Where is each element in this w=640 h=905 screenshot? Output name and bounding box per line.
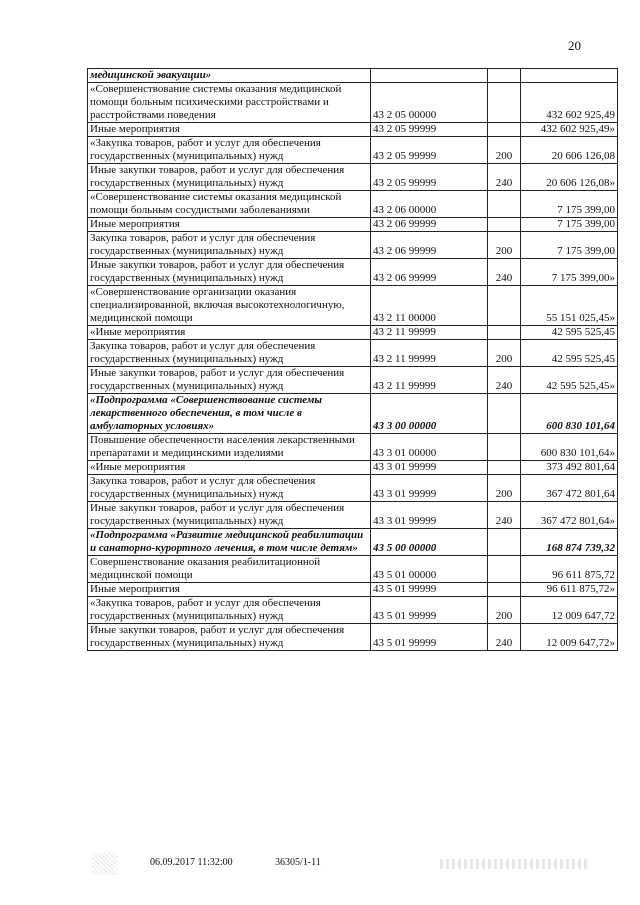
row-code-cell: 43 5 01 00000	[371, 556, 488, 583]
row-code-cell: 43 2 05 00000	[371, 83, 488, 123]
row-sum-cell: 432 602 925,49	[521, 83, 618, 123]
faded-stamp	[440, 859, 590, 869]
row-sum-cell: 96 611 875,72»	[521, 583, 618, 597]
row-code-cell: 43 2 11 00000	[371, 286, 488, 326]
row-vr-cell: 240	[488, 164, 521, 191]
table-row	[88, 624, 618, 651]
row-name-cell: Закупка товаров, работ и услуг для обеспечения государственных (муниципальных) нужд	[88, 340, 371, 367]
table-row	[88, 502, 618, 529]
row-vr-cell: 240	[488, 259, 521, 286]
footer-doc-number: 36305/1-11	[275, 857, 321, 868]
row-vr-cell	[488, 556, 521, 583]
row-sum-cell: 12 009 647,72»	[521, 624, 618, 651]
row-name-cell: «Закупка товаров, работ и услуг для обеспечения государственных (муниципальных) нужд	[88, 137, 371, 164]
row-name-cell: Закупка товаров, работ и услуг для обеспечения государственных (муниципальных) нужд	[88, 232, 371, 259]
table-row	[88, 259, 618, 286]
table-row	[88, 461, 618, 475]
row-name-cell: Иные закупки товаров, работ и услуг для обеспечения государственных (муниципальных) нужд	[88, 502, 371, 529]
row-name-cell: Иные закупки товаров, работ и услуг для обеспечения государственных (муниципальных) нужд	[88, 367, 371, 394]
row-vr-cell	[488, 123, 521, 137]
row-sum-cell: 12 009 647,72	[521, 597, 618, 624]
row-name-cell: «Иные мероприятия	[88, 326, 371, 340]
row-sum-cell	[521, 69, 618, 83]
row-code-cell: 43 2 05 99999	[371, 137, 488, 164]
table-row	[88, 583, 618, 597]
row-name-cell: Иные мероприятия	[88, 583, 371, 597]
row-name-cell: Иные закупки товаров, работ и услуг для обеспечения государственных (муниципальных) нужд	[88, 259, 371, 286]
row-name-cell: медицинской эвакуации»	[88, 69, 371, 83]
stamp-mark	[92, 853, 118, 875]
row-name-cell: Иные мероприятия	[88, 123, 371, 137]
row-vr-cell	[488, 434, 521, 461]
row-code-cell: 43 2 11 99999	[371, 367, 488, 394]
table-row	[88, 137, 618, 164]
table-row	[88, 556, 618, 583]
row-code-cell: 43 2 11 99999	[371, 340, 488, 367]
row-vr-cell: 200	[488, 340, 521, 367]
footer	[0, 857, 640, 887]
row-code-cell: 43 5 00 00000	[371, 529, 488, 556]
row-name-cell: «Подпрограмма «Развитие медицинской реабилитации и санаторно-курортного лечения, в том числе детям»	[88, 529, 371, 556]
row-code-cell: 43 3 00 00000	[371, 394, 488, 434]
row-name-cell: Совершенствование оказания реабилитационной медицинской помощи	[88, 556, 371, 583]
table-row	[88, 529, 618, 556]
row-name-cell: «Совершенствование системы оказания медицинской помощи больным психическими расстройствами и расстройствами поведения	[88, 83, 371, 123]
table-row	[88, 191, 618, 218]
table-row	[88, 475, 618, 502]
row-code-cell: 43 5 01 99999	[371, 624, 488, 651]
row-code-cell: 43 5 01 99999	[371, 597, 488, 624]
row-vr-cell: 240	[488, 502, 521, 529]
row-name-cell: «Совершенствование организации оказания специализированной, включая высокотехнологичную, медицинской помощи	[88, 286, 371, 326]
row-name-cell: Иные закупки товаров, работ и услуг для обеспечения государственных (муниципальных) нужд	[88, 164, 371, 191]
row-vr-cell: 200	[488, 475, 521, 502]
table-row	[88, 164, 618, 191]
row-name-cell: «Совершенствование системы оказания медицинской помощи больным сосудистыми заболеваниями	[88, 191, 371, 218]
row-sum-cell: 55 151 025,45»	[521, 286, 618, 326]
row-vr-cell	[488, 286, 521, 326]
row-sum-cell: 367 472 801,64	[521, 475, 618, 502]
row-sum-cell: 600 830 101,64»	[521, 434, 618, 461]
row-code-cell: 43 2 11 99999	[371, 326, 488, 340]
row-code-cell: 43 3 01 99999	[371, 475, 488, 502]
row-vr-cell: 200	[488, 232, 521, 259]
row-name-cell: Иные мероприятия	[88, 218, 371, 232]
table-row	[88, 83, 618, 123]
table-row	[88, 232, 618, 259]
row-sum-cell: 42 595 525,45	[521, 340, 618, 367]
row-name-cell: Иные закупки товаров, работ и услуг для обеспечения государственных (муниципальных) нужд	[88, 624, 371, 651]
table-row	[88, 123, 618, 137]
table-row	[88, 597, 618, 624]
row-vr-cell: 240	[488, 624, 521, 651]
table-row	[88, 218, 618, 232]
row-code-cell: 43 2 06 99999	[371, 218, 488, 232]
row-vr-cell	[488, 461, 521, 475]
table-row	[88, 69, 618, 83]
row-sum-cell: 373 492 801,64	[521, 461, 618, 475]
footer-date: 06.09.2017 11:32:00	[150, 857, 233, 868]
row-vr-cell	[488, 529, 521, 556]
row-code-cell: 43 3 01 00000	[371, 434, 488, 461]
row-code-cell: 43 5 01 99999	[371, 583, 488, 597]
row-sum-cell: 367 472 801,64»	[521, 502, 618, 529]
row-vr-cell	[488, 191, 521, 218]
table-row	[88, 326, 618, 340]
row-vr-cell: 240	[488, 367, 521, 394]
row-sum-cell: 20 606 126,08»	[521, 164, 618, 191]
row-vr-cell: 200	[488, 137, 521, 164]
table-row	[88, 286, 618, 326]
row-vr-cell	[488, 326, 521, 340]
row-sum-cell: 96 611 875,72	[521, 556, 618, 583]
row-vr-cell	[488, 394, 521, 434]
table-row	[88, 434, 618, 461]
row-sum-cell: 168 874 739,32	[521, 529, 618, 556]
table-row	[88, 340, 618, 367]
row-name-cell: Закупка товаров, работ и услуг для обеспечения государственных (муниципальных) нужд	[88, 475, 371, 502]
row-name-cell: Повышение обеспеченности населения лекарственными препаратами и медицинскими изделиями	[88, 434, 371, 461]
row-code-cell: 43 2 05 99999	[371, 123, 488, 137]
row-sum-cell: 7 175 399,00»	[521, 259, 618, 286]
row-code-cell: 43 2 05 99999	[371, 164, 488, 191]
row-code-cell: 43 2 06 99999	[371, 232, 488, 259]
row-sum-cell: 432 602 925,49»	[521, 123, 618, 137]
row-vr-cell	[488, 83, 521, 123]
page-number: 20	[568, 38, 581, 53]
row-sum-cell: 600 830 101,64	[521, 394, 618, 434]
row-code-cell: 43 2 06 99999	[371, 259, 488, 286]
row-name-cell: «Подпрограмма «Совершенствование системы лекарственного обеспечения, в том числе в амбулаторных условиях»	[88, 394, 371, 434]
row-sum-cell: 7 175 399,00	[521, 191, 618, 218]
row-vr-cell: 200	[488, 597, 521, 624]
row-name-cell: «Иные мероприятия	[88, 461, 371, 475]
row-sum-cell: 7 175 399,00	[521, 232, 618, 259]
table-row	[88, 367, 618, 394]
table-row	[88, 394, 618, 434]
row-sum-cell: 42 595 525,45»	[521, 367, 618, 394]
row-code-cell	[371, 69, 488, 83]
row-vr-cell	[488, 218, 521, 232]
row-sum-cell: 42 595 525,45	[521, 326, 618, 340]
budget-table	[87, 68, 618, 651]
row-sum-cell: 7 175 399,00	[521, 218, 618, 232]
row-sum-cell: 20 606 126,08	[521, 137, 618, 164]
row-name-cell: «Закупка товаров, работ и услуг для обеспечения государственных (муниципальных) нужд	[88, 597, 371, 624]
row-vr-cell	[488, 69, 521, 83]
row-vr-cell	[488, 583, 521, 597]
row-code-cell: 43 2 06 00000	[371, 191, 488, 218]
row-code-cell: 43 3 01 99999	[371, 461, 488, 475]
row-code-cell: 43 3 01 99999	[371, 502, 488, 529]
